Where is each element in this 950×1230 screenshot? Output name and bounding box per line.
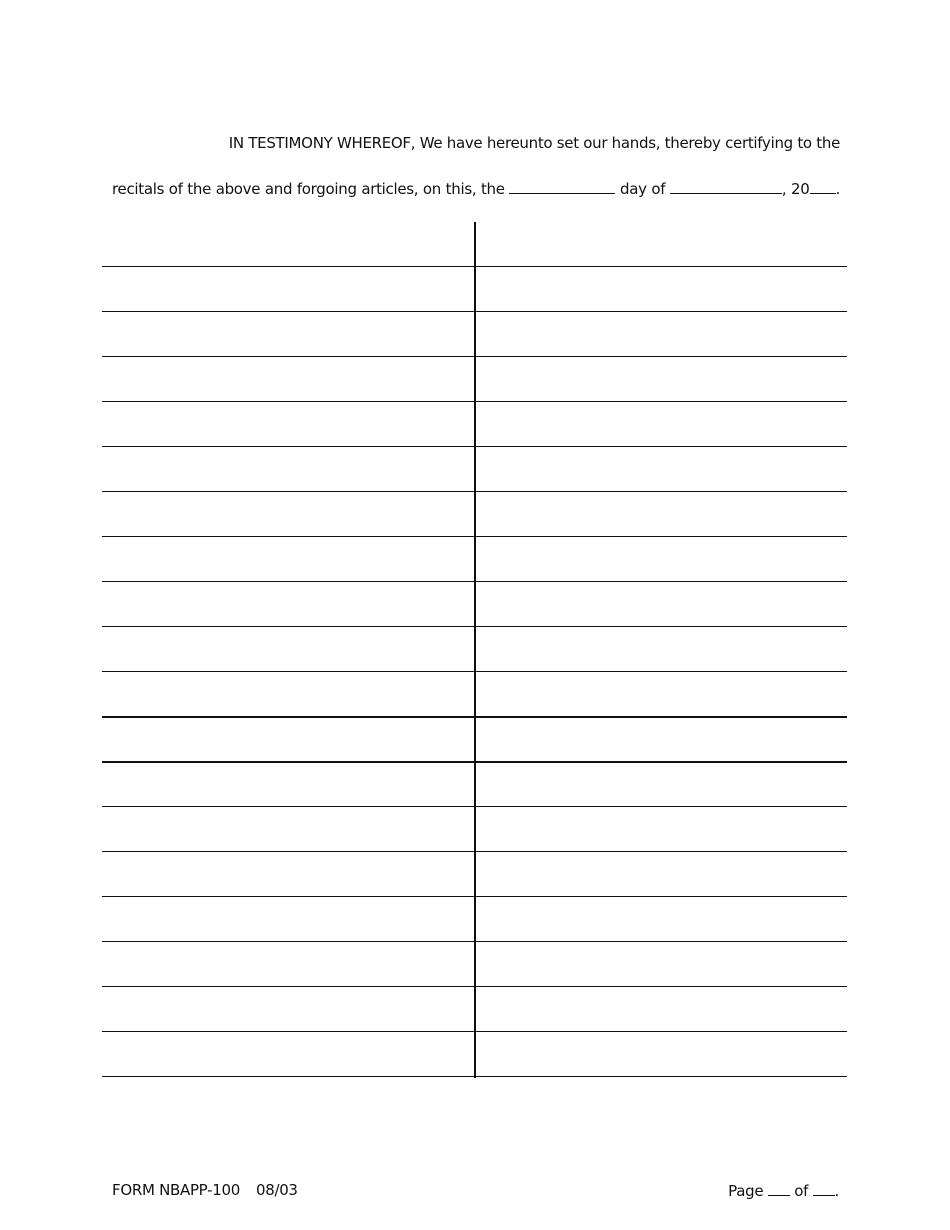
day-blank[interactable]	[509, 179, 615, 194]
signature-cell-left[interactable]	[102, 222, 474, 266]
form-date: 08/03	[255, 1181, 298, 1199]
signature-cell-right[interactable]	[476, 852, 847, 896]
signature-cell-left[interactable]	[102, 942, 474, 986]
signature-cell-right[interactable]	[476, 267, 847, 311]
signature-cell-right[interactable]	[476, 357, 847, 401]
signature-cell-left[interactable]	[102, 357, 474, 401]
signature-line	[102, 1076, 847, 1077]
signature-cell-right[interactable]	[476, 1032, 847, 1076]
signature-cell-right[interactable]	[476, 762, 847, 806]
signature-cell-right[interactable]	[476, 537, 847, 581]
signature-cell-left[interactable]	[102, 1032, 474, 1076]
page-label: Page	[728, 1182, 764, 1200]
period-text: .	[835, 180, 841, 198]
signature-cell-right[interactable]	[476, 627, 847, 671]
signature-cell-left[interactable]	[102, 762, 474, 806]
signature-cell-right[interactable]	[476, 222, 847, 266]
signature-cell-right[interactable]	[476, 942, 847, 986]
signature-cell-left[interactable]	[102, 627, 474, 671]
signature-cell-left[interactable]	[102, 807, 474, 851]
signature-cell-right[interactable]	[476, 807, 847, 851]
signature-table	[102, 222, 847, 1078]
signature-cell-right[interactable]	[476, 987, 847, 1031]
signature-cell-left[interactable]	[102, 267, 474, 311]
year-prefix-text: , 20	[781, 180, 810, 198]
form-number: FORM NBAPP-100	[112, 1181, 240, 1199]
signature-cell-left[interactable]	[102, 402, 474, 446]
day-of-text: day of	[620, 180, 666, 198]
page-total-blank[interactable]	[813, 1181, 835, 1196]
recitals-text: recitals of the above and forgoing articles, on this, the	[112, 180, 505, 198]
testimony-line-1	[112, 134, 840, 152]
year-blank[interactable]	[810, 179, 836, 194]
testimony-line-2	[112, 179, 840, 198]
signature-cell-left[interactable]	[102, 582, 474, 626]
testimony-text: IN TESTIMONY WHEREOF, We have hereunto set our hands, thereby certifying to the	[228, 134, 840, 152]
signature-cell-right[interactable]	[476, 897, 847, 941]
signature-cell-right[interactable]	[476, 582, 847, 626]
signature-cell-right[interactable]	[476, 312, 847, 356]
signature-cell-left[interactable]	[102, 672, 474, 716]
signature-cell-left[interactable]	[102, 492, 474, 536]
form-id	[112, 1181, 298, 1199]
signature-cell-right[interactable]	[476, 717, 847, 761]
of-label: of	[794, 1182, 809, 1200]
signature-cell-right[interactable]	[476, 447, 847, 491]
signature-cell-left[interactable]	[102, 537, 474, 581]
signature-cell-left[interactable]	[102, 447, 474, 491]
signature-cell-left[interactable]	[102, 852, 474, 896]
month-blank[interactable]	[670, 179, 782, 194]
signature-cell-right[interactable]	[476, 672, 847, 716]
signature-cell-right[interactable]	[476, 492, 847, 536]
page-number-blank[interactable]	[768, 1181, 790, 1196]
signature-cell-left[interactable]	[102, 897, 474, 941]
signature-cell-left[interactable]	[102, 717, 474, 761]
signature-cell-right[interactable]	[476, 402, 847, 446]
signature-cell-left[interactable]	[102, 987, 474, 1031]
page-count	[728, 1181, 839, 1200]
page-end-period: .	[834, 1182, 839, 1200]
signature-cell-left[interactable]	[102, 312, 474, 356]
